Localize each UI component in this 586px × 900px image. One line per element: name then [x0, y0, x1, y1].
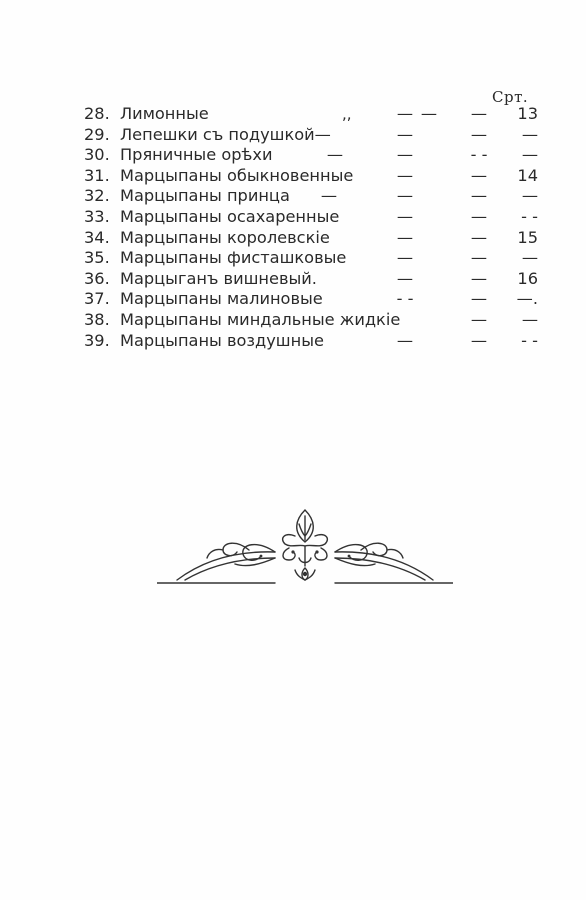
toc-entry — [84, 206, 538, 228]
entry-title: Марцыпаны обыкновенные — [120, 165, 354, 185]
entry-number: 32. — [84, 186, 110, 206]
leader-dash: — — [470, 289, 488, 309]
entry-number: 38. — [84, 309, 110, 329]
toc-entry — [84, 145, 538, 166]
entry-number: 34. — [84, 227, 110, 247]
entry-number: 29. — [84, 124, 110, 144]
toc-entry — [84, 227, 538, 249]
table-of-contents — [84, 104, 538, 351]
page-number: 16 — [517, 268, 538, 288]
page-number: — — [521, 248, 538, 268]
leader-dash: — — [470, 268, 488, 288]
leader-dash: — — [470, 165, 488, 185]
leader-dash: — — [396, 186, 414, 206]
page-number: — — [521, 309, 538, 329]
entry-title: Лепешки съ подушкой— — [120, 124, 331, 144]
leader-dash: — — [420, 104, 438, 123]
toc-entry — [84, 330, 538, 352]
entry-number: 39. — [84, 330, 110, 350]
leader-dash: - - — [396, 289, 414, 309]
leader-dash: — — [396, 124, 414, 144]
leader-dash: — — [470, 227, 488, 247]
toc-entry — [84, 268, 538, 290]
leader-dash: — — [396, 165, 414, 185]
entry-number: 37. — [84, 289, 110, 309]
page-column-header: Срт. — [492, 88, 529, 106]
page-number: 15 — [517, 227, 538, 247]
leader-dash: — — [396, 330, 414, 350]
toc-entry — [84, 248, 538, 269]
page-number: 14 — [517, 165, 538, 185]
toc-entry — [84, 124, 538, 146]
entry-number: 31. — [84, 165, 110, 185]
leader-dash: — — [396, 145, 414, 165]
leader-dash: — — [470, 124, 488, 144]
entry-title: Марцыпаны королевскіе — [120, 227, 330, 247]
leader-dash: — — [470, 248, 488, 268]
entry-title: Марцыганъ вишневый. — [120, 268, 317, 288]
entry-title: Марцыпаны принца — [120, 186, 290, 206]
leader-dash: — — [396, 268, 414, 288]
toc-entry — [84, 165, 538, 187]
leader-dash: - - — [470, 145, 488, 165]
leader-dash: — — [396, 104, 414, 123]
leader-dash: — — [470, 104, 488, 123]
leader-dash: — — [470, 206, 488, 226]
entry-number: 33. — [84, 206, 110, 226]
entry-number: 28. — [84, 104, 110, 123]
entry-title: Марцыпаны малиновые — [120, 289, 323, 309]
entry-title: Марцыпаны фисташковые — [120, 248, 347, 268]
leader-dash: — — [396, 227, 414, 247]
page-number: — — [521, 124, 538, 144]
entry-title: Пряничные орѣхи — [120, 145, 273, 165]
leader-dash: — — [470, 309, 488, 329]
entry-title: Марцыпаны воздушные — [120, 330, 324, 350]
leader-dash: — — [396, 248, 414, 268]
entry-title: Марцыпаны миндальные жидкіе — [120, 309, 401, 329]
page-number: - - — [521, 330, 538, 350]
ditto-mark: ,, — [342, 105, 352, 123]
entry-title: Марцыпаны осахаренные — [120, 206, 340, 226]
floral-tailpiece-icon — [157, 506, 453, 592]
toc-entry — [84, 104, 538, 125]
leader-dash: — — [470, 186, 488, 206]
entry-number: 30. — [84, 145, 110, 165]
toc-entry — [84, 289, 538, 310]
page-number: - - — [521, 206, 538, 226]
page-number: 13 — [517, 104, 538, 123]
entry-number: 36. — [84, 268, 110, 288]
toc-entry — [84, 186, 538, 207]
entry-title: Лимонные — [120, 104, 209, 123]
leader-dash: — — [470, 330, 488, 350]
page-number: —. — [516, 289, 538, 309]
leader-dash: — — [320, 186, 338, 206]
page-number: — — [521, 186, 538, 206]
leader-dash: — — [326, 145, 344, 165]
page-number: — — [521, 145, 538, 165]
entry-number: 35. — [84, 248, 110, 268]
toc-entry — [84, 309, 538, 331]
leader-dash: — — [396, 206, 414, 226]
